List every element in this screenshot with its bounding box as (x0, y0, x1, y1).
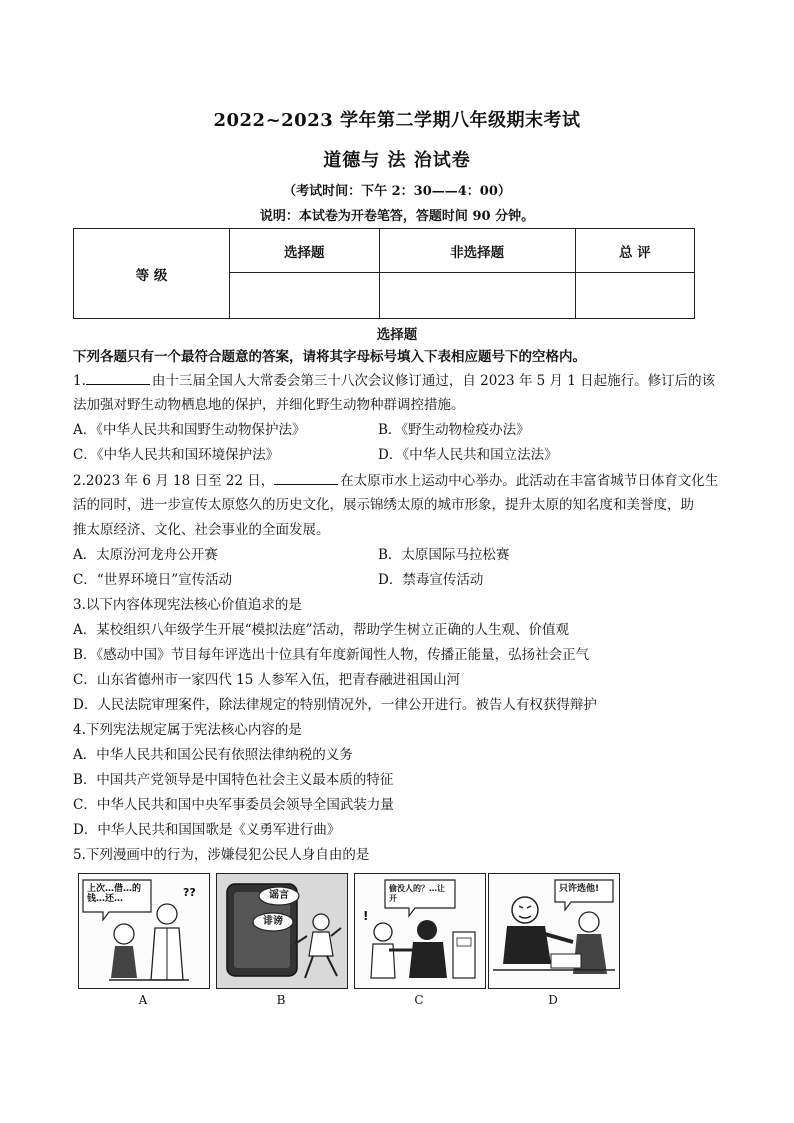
score-table (73, 228, 695, 319)
q2-option-d: D．禁毒宣传活动 (378, 572, 484, 588)
q2-options-row2 (73, 568, 723, 593)
q3-option-d: D．人民法院审理案件，除法律规定的特别情况外，一律公开进行。被告人有权获得辩护 (73, 697, 597, 713)
q2-options-row1 (73, 543, 723, 568)
q4-option-c: C．中华人民共和国中央军事委员会领导全国武装力量 (73, 797, 394, 813)
q1-option-d: D．《中华人民共和国立法法》 (378, 447, 558, 463)
grade-label: 等 级 (74, 229, 230, 319)
svg-text:!: ! (363, 909, 369, 923)
q1-line1 (73, 368, 723, 393)
q2-option-a: A．太原汾河龙舟公开赛 (73, 547, 218, 563)
q1-number: 1. (73, 373, 86, 389)
cartoon-label-b: B (276, 993, 286, 1007)
cartoon-label-a: A (138, 993, 148, 1007)
score-cell-total[interactable] (575, 273, 694, 319)
q2-line1 (73, 468, 723, 493)
exam-time: （考试时间：下午 2：30——4：00） (283, 184, 511, 199)
score-col-choice: 选择题 (230, 229, 380, 273)
cartoon-d-bubble: 只许选他! (559, 884, 600, 894)
q2-line3: 推太原经济、文化、社会事业的全面发展。 (73, 522, 330, 538)
cartoon-b-bubble-rumor: 谣言 (269, 890, 289, 901)
section-title: 选择题 (376, 327, 418, 343)
svg-text:??: ?? (183, 886, 196, 899)
q4-stem: 4.下列宪法规定属于宪法核心内容的是 (73, 722, 302, 738)
cartoon-b (216, 873, 348, 989)
section-instruction: 下列各题只有一个最符合题意的答案，请将其字母标号填入下表相应题号下的空格内。 (73, 349, 586, 365)
q1-option-b: B．《野生动物检疫办法》 (378, 422, 530, 438)
q2-text: 在太原市水上运动中心举办。此活动在丰富省城节日体育文化生 (340, 473, 719, 489)
q2-line2: 活的同时，进一步宣传太原悠久的历史文化，展示锦绣太原的城市形象，提升太原的知名度和美誉度，助 (73, 497, 694, 513)
q4-option-b: B．中国共产党领导是中国特色社会主义最本质的特征 (73, 772, 394, 788)
q1-options-row1 (73, 418, 723, 443)
q1-blank[interactable] (86, 368, 150, 385)
q1-line2: 法加强对野生动物栖息地的保护，并细化野生动物种群调控措施。 (73, 397, 465, 413)
cartoon-d (488, 873, 620, 989)
cartoon-a-bubble: 上次…借…的钱…还… (87, 884, 142, 904)
score-cell-nonchoice[interactable] (379, 273, 575, 319)
exam-title: 2022~2023 学年第二学期八年级期末考试 (213, 110, 581, 131)
exam-note: 说明：本试卷为开卷笔答，答题时间 90 分钟。 (259, 209, 535, 224)
q3-option-a: A．某校组织八年级学生开展“模拟法庭”活动，帮助学生树立正确的人生观、价值观 (73, 622, 570, 638)
score-col-total: 总 评 (575, 229, 694, 273)
cartoon-c (354, 873, 486, 989)
q1-option-c: C．《中华人民共和国环境保护法》 (73, 447, 280, 463)
q1-option-a: A．《中华人民共和国野生动物保护法》 (73, 422, 306, 438)
q5-cartoons (78, 873, 618, 1013)
q3-stem: 3.以下内容体现宪法核心价值追求的是 (73, 597, 302, 613)
questions (73, 368, 723, 868)
q2-blank[interactable] (274, 468, 338, 485)
score-col-nonchoice: 非选择题 (379, 229, 575, 273)
q4-option-d: D．中华人民共和国国歌是《义勇军进行曲》 (73, 822, 341, 838)
cartoon-c-bubble: 偷没人的？…让开 (389, 884, 445, 903)
exam-subtitle: 道德与 法 治试卷 (323, 150, 471, 171)
q3-option-c: C．山东省德州市一家四代 15 人参军入伍，把青春融进祖国山河 (73, 672, 461, 688)
cartoon-label-c: C (414, 993, 424, 1007)
cartoon-b-bubble-slander: 诽谤 (263, 916, 283, 927)
q2-option-c: C．“世界环境日”宣传活动 (73, 572, 233, 588)
q3-option-b: B．《感动中国》节目每年评选出十位具有年度新闻性人物，传播正能量，弘扬社会正气 (73, 647, 590, 663)
cartoon-a (78, 873, 210, 989)
q1-options-row2 (73, 443, 723, 468)
q2-number: 2.2023 年 6 月 18 日至 22 日， (73, 473, 275, 489)
q5-stem: 5.下列漫画中的行为，涉嫌侵犯公民人身自由的是 (73, 847, 370, 863)
score-cell-choice[interactable] (230, 273, 380, 319)
q1-text: 由十三届全国人大常委会第三十八次会议修订通过，自 2023 年 5 月 1 日起施行。修订后的该 (151, 373, 716, 389)
q2-option-b: B．太原国际马拉松赛 (378, 547, 510, 563)
cartoon-label-d: D (548, 993, 558, 1007)
q4-option-a: A．中华人民共和国公民有依照法律纳税的义务 (73, 747, 353, 763)
